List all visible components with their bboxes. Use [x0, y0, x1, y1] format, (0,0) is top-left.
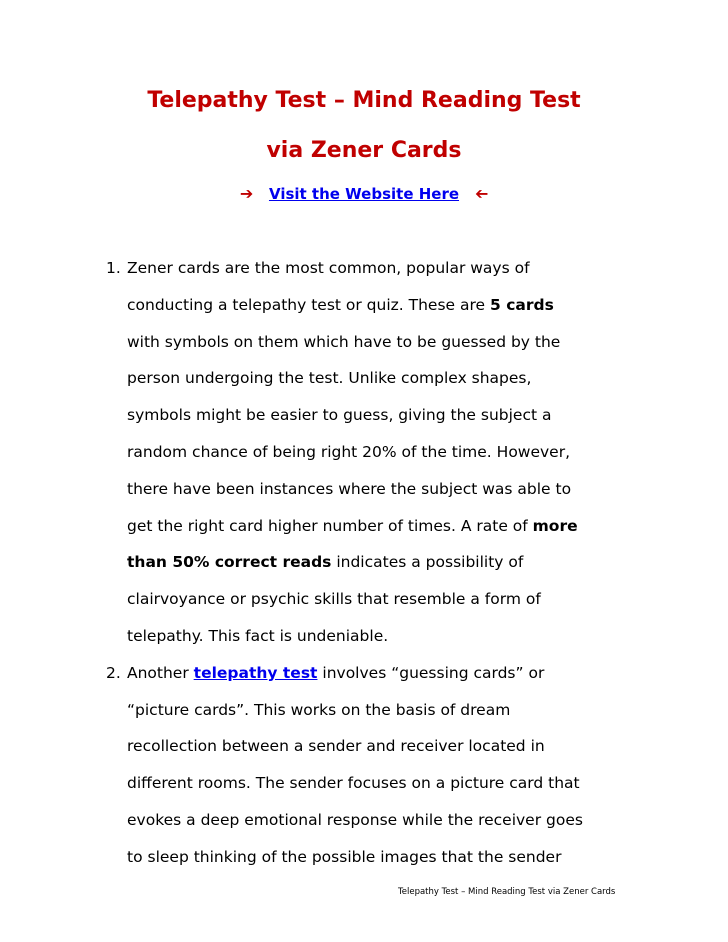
arrow-left-icon: ➔ [474, 184, 489, 203]
visit-website-link[interactable]: Visit the Website Here [268, 185, 460, 203]
paragraph-line: random chance of being right 20% of the time. However, [127, 442, 571, 461]
paragraph-line: clairvoyance or psychic skills that resemble a form of [127, 590, 541, 609]
paragraph-line: telepathy. This fact is undeniable. [127, 626, 389, 645]
paragraph-line: there have been instances where the subject was able to [127, 479, 572, 498]
paragraph-line: to sleep thinking of the possible images that the sender [127, 847, 562, 866]
list-item-2 [106, 655, 626, 876]
paragraph-line: Another telepathy test involves “guessing cards” or [127, 663, 545, 682]
paragraph-line: different rooms. The sender focuses on a picture card that [127, 774, 580, 793]
paragraph-line: than 50% correct reads indicates a possibility of [127, 553, 524, 572]
arrow-right-icon: ➔ [239, 184, 254, 203]
visit-website-row [0, 184, 728, 203]
paragraph-line: “picture cards”. This works on the basis of dream [127, 700, 511, 719]
page-footer: Telepathy Test – Mind Reading Test via Zener Cards [398, 887, 616, 897]
bold-text: more [532, 516, 578, 535]
paragraph-line: person undergoing the test. Unlike complex shapes, [127, 369, 532, 388]
paragraph-line: Zener cards are the most common, popular ways of [127, 259, 530, 277]
bold-text: 5 cards [490, 295, 554, 314]
paragraph-line: evokes a deep emotional response while the receiver goes [127, 810, 583, 829]
paragraph-line: recollection between a sender and receiver located in [127, 737, 545, 756]
paragraph-line: get the right card higher number of times. A rate of more [127, 516, 578, 535]
paragraph-line: conducting a telepathy test or quiz. These are 5 cards [127, 295, 554, 314]
page-title-line-1: Telepathy Test – Mind Reading Test [147, 88, 581, 113]
paragraph-line: with symbols on them which have to be guessed by the [127, 332, 561, 351]
list-item-number: 2. [106, 663, 121, 682]
bold-text: than 50% correct reads [127, 553, 332, 572]
paragraph-line: symbols might be easier to guess, giving the subject a [127, 406, 552, 425]
list-item-1 [106, 250, 626, 655]
numbered-list [106, 250, 626, 876]
page-title-line-2: via Zener Cards [266, 138, 462, 163]
telepathy-test-link[interactable]: telepathy test [193, 663, 318, 682]
list-item-number: 1. [106, 259, 121, 277]
